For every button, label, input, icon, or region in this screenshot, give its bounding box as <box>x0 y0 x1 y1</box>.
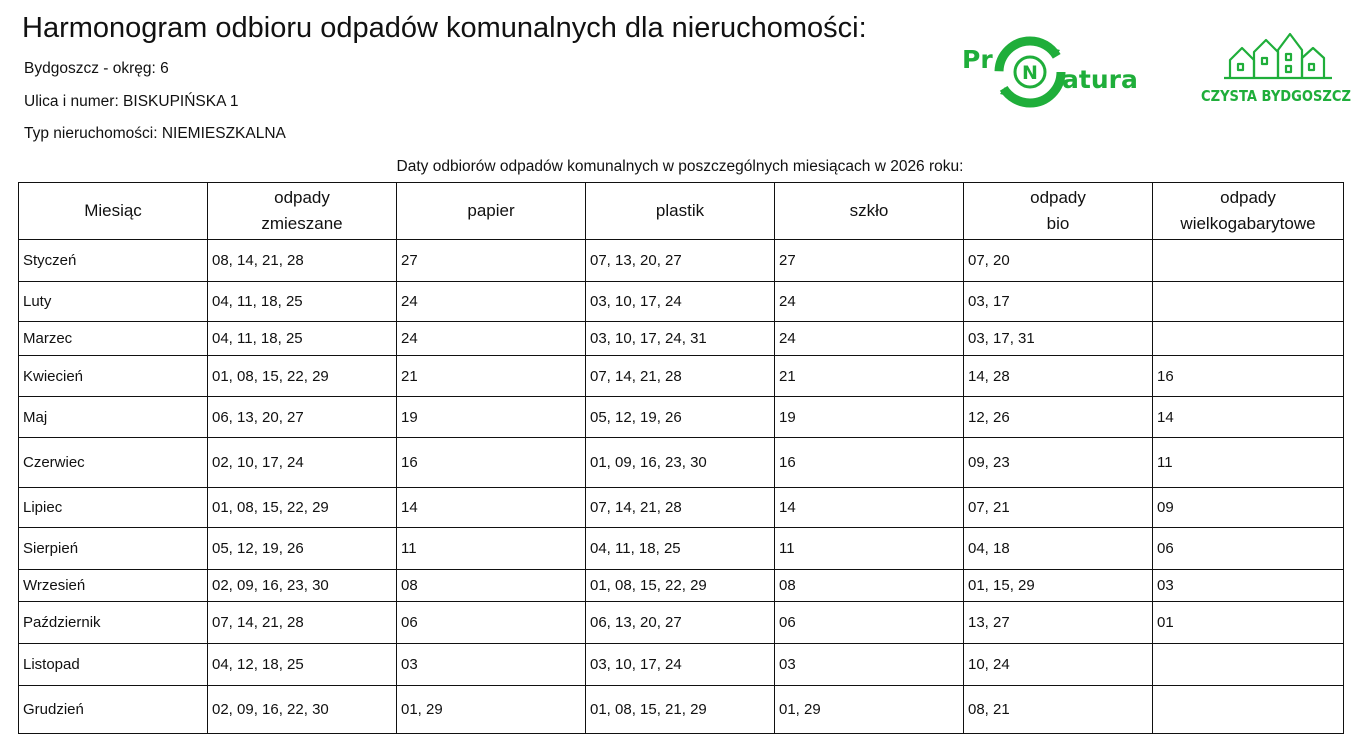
table-row <box>19 438 1344 488</box>
table-row <box>19 488 1344 528</box>
paper-cell: 24 <box>397 282 586 322</box>
glass-cell: 27 <box>775 240 964 282</box>
mixed-waste-cell: 08, 14, 21, 28 <box>208 240 397 282</box>
pronatura-logo-circle-letter: N <box>1022 62 1038 84</box>
table-row <box>19 240 1344 282</box>
paper-cell: 14 <box>397 488 586 528</box>
mixed-waste-cell: 04, 11, 18, 25 <box>208 322 397 356</box>
bio-waste-cell: 03, 17, 31 <box>964 322 1153 356</box>
glass-cell: 01, 29 <box>775 686 964 734</box>
bio-waste-cell: 13, 27 <box>964 602 1153 644</box>
mixed-waste-cell: 06, 13, 20, 27 <box>208 397 397 438</box>
glass-cell: 03 <box>775 644 964 686</box>
plastic-cell: 03, 10, 17, 24, 31 <box>586 322 775 356</box>
column-header-bio-waste: odpady bio <box>964 183 1153 240</box>
plastic-cell: 03, 10, 17, 24 <box>586 282 775 322</box>
month-cell: Wrzesień <box>19 570 208 602</box>
paper-cell: 03 <box>397 644 586 686</box>
plastic-cell: 01, 08, 15, 21, 29 <box>586 686 775 734</box>
plastic-cell: 07, 13, 20, 27 <box>586 240 775 282</box>
glass-cell: 14 <box>775 488 964 528</box>
bio-waste-cell: 09, 23 <box>964 438 1153 488</box>
paper-cell: 19 <box>397 397 586 438</box>
month-cell: Kwiecień <box>19 356 208 397</box>
bulky-waste-cell: 03 <box>1153 570 1344 602</box>
bio-waste-cell: 01, 15, 29 <box>964 570 1153 602</box>
property-type-info: Typ nieruchomości: NIEMIESZKALNA <box>24 125 286 142</box>
column-header-plastic: plastik <box>586 183 775 240</box>
month-cell: Luty <box>19 282 208 322</box>
table-row <box>19 356 1344 397</box>
month-cell: Marzec <box>19 322 208 356</box>
glass-cell: 16 <box>775 438 964 488</box>
bulky-waste-cell: 09 <box>1153 488 1344 528</box>
mixed-waste-cell: 02, 10, 17, 24 <box>208 438 397 488</box>
table-row <box>19 528 1344 570</box>
mixed-waste-cell: 02, 09, 16, 23, 30 <box>208 570 397 602</box>
table-row <box>19 602 1344 644</box>
mixed-waste-cell: 04, 12, 18, 25 <box>208 644 397 686</box>
paper-cell: 01, 29 <box>397 686 586 734</box>
table-header-row <box>19 183 1344 240</box>
plastic-cell: 03, 10, 17, 24 <box>586 644 775 686</box>
bio-waste-cell: 07, 21 <box>964 488 1153 528</box>
column-header-bulky-waste: odpady wielkogabarytowe <box>1153 183 1344 240</box>
bio-waste-cell: 08, 21 <box>964 686 1153 734</box>
paper-cell: 16 <box>397 438 586 488</box>
month-cell: Sierpień <box>19 528 208 570</box>
bio-waste-cell: 07, 20 <box>964 240 1153 282</box>
paper-cell: 27 <box>397 240 586 282</box>
table-row <box>19 570 1344 602</box>
month-cell: Czerwiec <box>19 438 208 488</box>
column-header-month: Miesiąc <box>19 183 208 240</box>
month-cell: Listopad <box>19 644 208 686</box>
table-row <box>19 282 1344 322</box>
address-info: Ulica i numer: BISKUPIŃSKA 1 <box>24 93 239 110</box>
paper-cell: 21 <box>397 356 586 397</box>
bulky-waste-cell <box>1153 322 1344 356</box>
table-row <box>19 397 1344 438</box>
mixed-waste-cell: 01, 08, 15, 22, 29 <box>208 488 397 528</box>
column-header-mixed-waste: odpady zmieszane <box>208 183 397 240</box>
collection-schedule-table <box>18 182 1344 734</box>
bulky-waste-cell: 14 <box>1153 397 1344 438</box>
glass-cell: 24 <box>775 322 964 356</box>
paper-cell: 06 <box>397 602 586 644</box>
bulky-waste-cell <box>1153 282 1344 322</box>
plastic-cell: 05, 12, 19, 26 <box>586 397 775 438</box>
table-row <box>19 686 1344 734</box>
table-row <box>19 644 1344 686</box>
table-caption: Daty odbiorów odpadów komunalnych w poszczególnych miesiącach w 2026 roku: <box>396 158 964 175</box>
bulky-waste-cell: 01 <box>1153 602 1344 644</box>
month-cell: Grudzień <box>19 686 208 734</box>
paper-cell: 11 <box>397 528 586 570</box>
month-cell: Lipiec <box>19 488 208 528</box>
plastic-cell: 04, 11, 18, 25 <box>586 528 775 570</box>
bio-waste-cell: 14, 28 <box>964 356 1153 397</box>
plastic-cell: 07, 14, 21, 28 <box>586 488 775 528</box>
month-cell: Październik <box>19 602 208 644</box>
czysta-bydgoszcz-logo-text: CZYSTA BYDGOSZCZ <box>1201 87 1352 105</box>
glass-cell: 11 <box>775 528 964 570</box>
district-info: Bydgoszcz - okręg: 6 <box>24 60 169 77</box>
plastic-cell: 01, 09, 16, 23, 30 <box>586 438 775 488</box>
mixed-waste-cell: 02, 09, 16, 22, 30 <box>208 686 397 734</box>
bio-waste-cell: 04, 18 <box>964 528 1153 570</box>
bulky-waste-cell: 11 <box>1153 438 1344 488</box>
houses-icon <box>1224 34 1332 78</box>
mixed-waste-cell: 05, 12, 19, 26 <box>208 528 397 570</box>
pronatura-logo-left-text: Pr <box>962 45 993 74</box>
mixed-waste-cell: 01, 08, 15, 22, 29 <box>208 356 397 397</box>
glass-cell: 21 <box>775 356 964 397</box>
glass-cell: 24 <box>775 282 964 322</box>
paper-cell: 24 <box>397 322 586 356</box>
pronatura-logo <box>960 34 1170 112</box>
glass-cell: 08 <box>775 570 964 602</box>
bulky-waste-cell <box>1153 686 1344 734</box>
bulky-waste-cell: 06 <box>1153 528 1344 570</box>
glass-cell: 06 <box>775 602 964 644</box>
month-cell: Maj <box>19 397 208 438</box>
plastic-cell: 06, 13, 20, 27 <box>586 602 775 644</box>
plastic-cell: 01, 08, 15, 22, 29 <box>586 570 775 602</box>
month-cell: Styczeń <box>19 240 208 282</box>
recycle-circle-icon <box>999 41 1061 103</box>
mixed-waste-cell: 07, 14, 21, 28 <box>208 602 397 644</box>
bulky-waste-cell: 16 <box>1153 356 1344 397</box>
bulky-waste-cell <box>1153 644 1344 686</box>
bio-waste-cell: 12, 26 <box>964 397 1153 438</box>
page-title: Harmonogram odbioru odpadów komunalnych dla nieruchomości: <box>22 12 867 44</box>
paper-cell: 08 <box>397 570 586 602</box>
pronatura-logo-right-text: atura <box>1062 65 1138 94</box>
czysta-bydgoszcz-logo <box>1196 28 1356 108</box>
column-header-glass: szkło <box>775 183 964 240</box>
plastic-cell: 07, 14, 21, 28 <box>586 356 775 397</box>
bio-waste-cell: 10, 24 <box>964 644 1153 686</box>
table-row <box>19 322 1344 356</box>
mixed-waste-cell: 04, 11, 18, 25 <box>208 282 397 322</box>
bulky-waste-cell <box>1153 240 1344 282</box>
bio-waste-cell: 03, 17 <box>964 282 1153 322</box>
column-header-paper: papier <box>397 183 586 240</box>
glass-cell: 19 <box>775 397 964 438</box>
